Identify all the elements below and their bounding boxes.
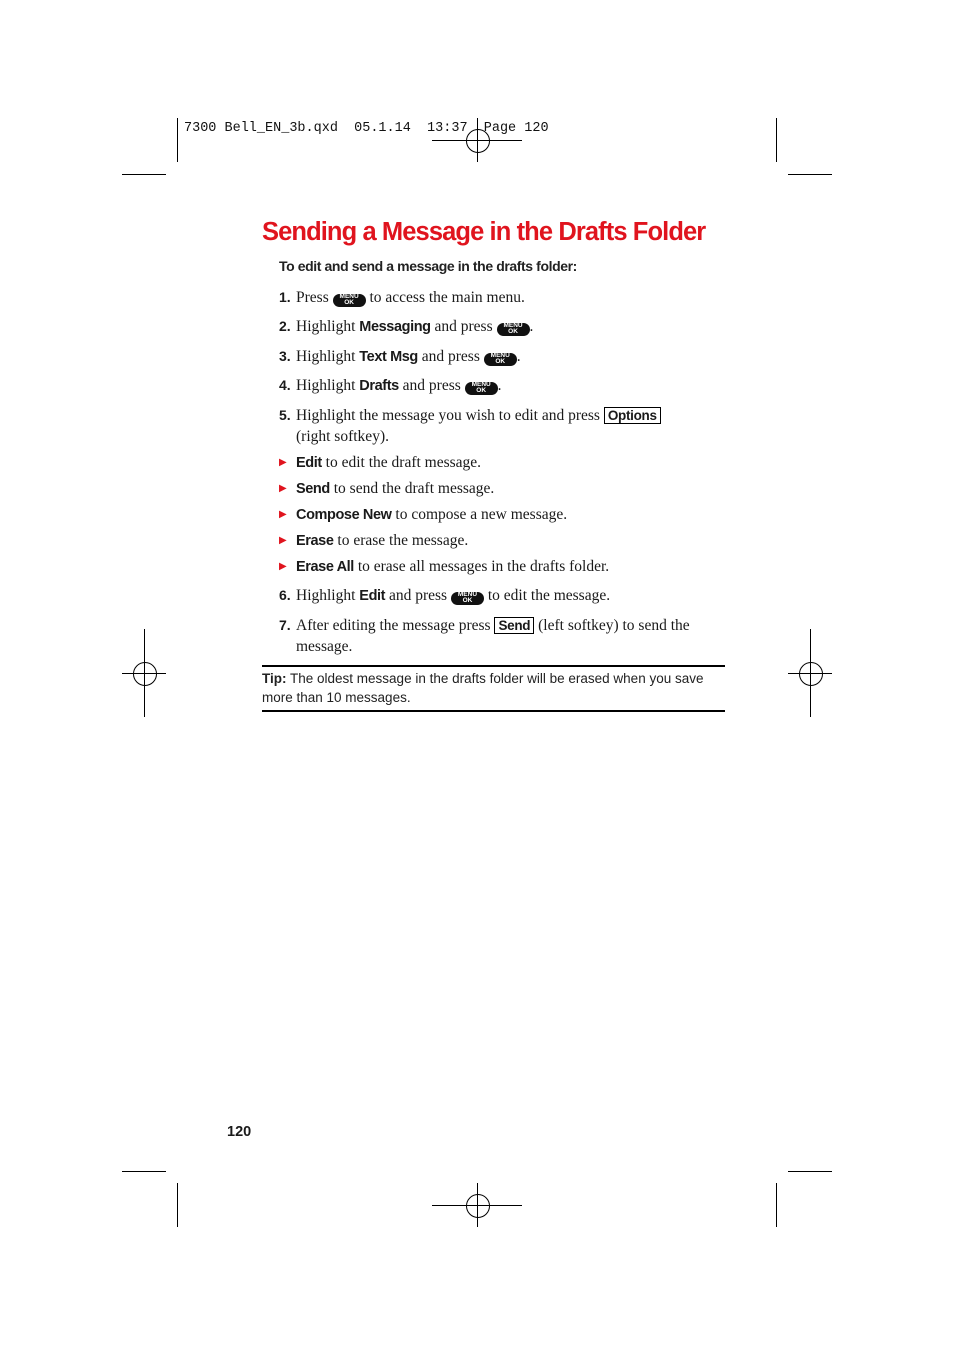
- option-label: Edit: [296, 455, 322, 471]
- arrow-bullet-icon: ▶: [279, 483, 287, 494]
- menu-item-label: Messaging: [359, 319, 431, 335]
- menu-ok-key-icon: MENU OK: [333, 294, 366, 307]
- step-text: After editing the message press: [296, 617, 495, 634]
- send-softkey: Send: [494, 617, 534, 634]
- step-text: Highlight: [296, 587, 360, 604]
- arrow-bullet-icon: ▶: [279, 509, 287, 520]
- menu-item-label: Edit: [359, 588, 386, 604]
- tip-top-rule: [262, 665, 725, 667]
- step-text: .: [529, 318, 534, 335]
- step-text: to edit the message.: [483, 587, 611, 604]
- step-text: and press: [417, 348, 484, 365]
- menu-ok-key-icon: MENU OK: [465, 382, 498, 395]
- options-softkey: Options: [604, 407, 661, 424]
- option-text: to erase the message.: [333, 532, 469, 549]
- option-label: Erase All: [296, 559, 354, 575]
- option-text: to compose a new message.: [391, 506, 568, 523]
- step-number: 7.: [279, 617, 291, 633]
- menu-item-label: Text Msg: [359, 349, 418, 365]
- page-title: Sending a Message in the Drafts Folder: [262, 218, 706, 246]
- arrow-bullet-icon: ▶: [279, 535, 287, 546]
- step-text: (left softkey) to send the: [534, 617, 690, 634]
- step-text: Press: [296, 289, 333, 306]
- option-text: to send the draft message.: [329, 480, 495, 497]
- step-text: and press: [398, 377, 465, 394]
- tip-bottom-rule: [262, 710, 725, 712]
- menu-ok-key-icon: MENU OK: [497, 323, 530, 336]
- step-text: to access the main menu.: [369, 289, 525, 306]
- step-number: 2.: [279, 318, 291, 334]
- tip-text: The oldest message in the drafts folder will be erased when you save more than 10 messages.: [262, 671, 704, 705]
- step-text: and press: [385, 587, 451, 604]
- page-number: 120: [227, 1124, 252, 1140]
- step-text: and press: [430, 318, 497, 335]
- tip-label: Tip:: [262, 671, 287, 686]
- menu-ok-key-icon: MENU OK: [451, 592, 484, 605]
- step-text: Highlight: [296, 377, 360, 394]
- step-text: Highlight the message you wish to edit and press: [296, 407, 604, 424]
- option-label: Erase: [296, 533, 334, 549]
- step-number: 6.: [279, 587, 291, 603]
- tip-box: [262, 669, 712, 707]
- step-text: (right softkey).: [296, 428, 389, 445]
- step-text: .: [497, 377, 502, 394]
- arrow-bullet-icon: ▶: [279, 561, 287, 572]
- intro-heading: To edit and send a message in the drafts folder:: [279, 258, 577, 274]
- step-number: 4.: [279, 377, 291, 393]
- menu-ok-key-icon: MENU OK: [484, 353, 517, 366]
- print-slug: 7300 Bell_EN_3b.qxd 05.1.14 13:37 Page 120: [184, 121, 549, 136]
- step-text: .: [516, 348, 521, 365]
- step-number: 5.: [279, 407, 291, 423]
- menu-item-label: Drafts: [359, 378, 399, 394]
- step-text: Highlight: [296, 348, 360, 365]
- arrow-bullet-icon: ▶: [279, 457, 287, 468]
- step-text: message.: [296, 638, 353, 655]
- option-label: Compose New: [296, 507, 392, 523]
- option-label: Send: [296, 481, 330, 497]
- step-text: Highlight: [296, 318, 360, 335]
- option-text: to erase all messages in the drafts folder.: [353, 558, 610, 575]
- step-number: 1.: [279, 289, 291, 305]
- option-text: to edit the draft message.: [321, 454, 482, 471]
- step-number: 3.: [279, 348, 291, 364]
